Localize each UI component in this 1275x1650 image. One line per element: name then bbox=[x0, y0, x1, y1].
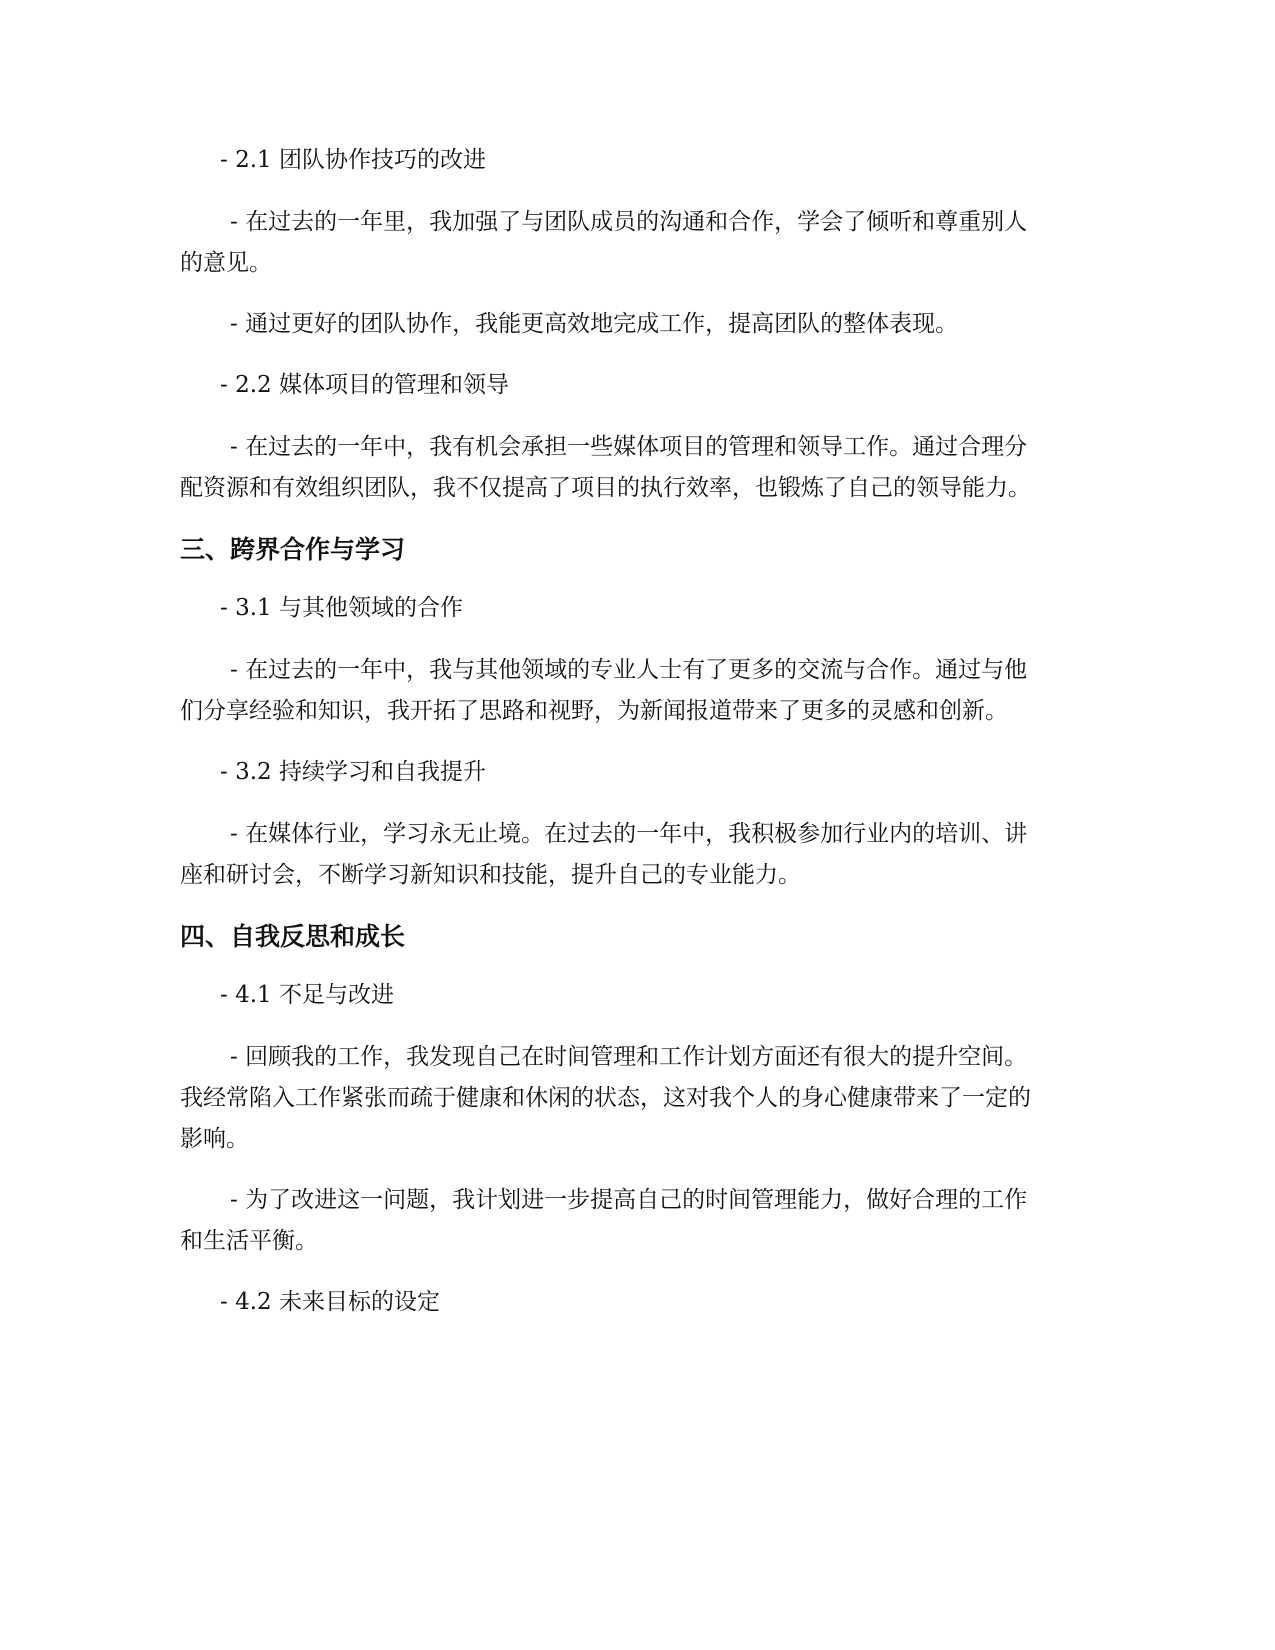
section-3-heading: 三、跨界合作与学习 bbox=[180, 535, 406, 564]
paragraph-teamwork-communication: - 在过去的一年里，我加强了与团队成员的沟通和合作，学会了倾听和尊重别人的意见。 bbox=[180, 209, 1028, 276]
paragraph-teamwork-efficiency: - 通过更好的团队协作，我能更高效地完成工作，提高团队的整体表现。 bbox=[230, 311, 959, 337]
paragraph-continuous-learning: - 在媒体行业，学习永无止境。在过去的一年中，我积极参加行业内的培训、讲座和研讨会，不断学习新知识和技能，提升自己的专业能力。 bbox=[180, 821, 1028, 888]
subsection-3-2-title: - 3.2 持续学习和自我提升 bbox=[220, 759, 486, 785]
paragraph-cross-field-cooperation: - 在过去的一年中，我与其他领域的专业人士有了更多的交流与合作。通过与他们分享经验和知识，我开拓了思路和视野，为新闻报道带来了更多的灵感和创新。 bbox=[180, 657, 1028, 724]
paragraph-improvement-plan: - 为了改进这一问题，我计划进一步提高自己的时间管理能力，做好合理的工作和生活平衡。 bbox=[180, 1187, 1028, 1254]
document-body bbox=[180, 140, 1040, 1344]
paragraph-project-leadership: - 在过去的一年中，我有机会承担一些媒体项目的管理和领导工作。通过合理分配资源和有效组织团队，我不仅提高了项目的执行效率，也锻炼了自己的领导能力。 bbox=[180, 434, 1031, 501]
subsection-4-1-title: - 4.1 不足与改进 bbox=[220, 982, 394, 1008]
subsection-3-1-title: - 3.1 与其他领域的合作 bbox=[220, 595, 463, 621]
subsection-4-2-title: - 4.2 未来目标的设定 bbox=[220, 1289, 440, 1315]
subsection-2-1-title: - 2.1 团队协作技巧的改进 bbox=[220, 147, 486, 173]
paragraph-shortcomings: - 回顾我的工作，我发现自己在时间管理和工作计划方面还有很大的提升空间。我经常陷入工作紧张而疏于健康和休闲的状态，这对我个人的身心健康带来了一定的影响。 bbox=[180, 1044, 1031, 1152]
section-4-heading: 四、自我反思和成长 bbox=[180, 922, 406, 951]
subsection-2-2-title: - 2.2 媒体项目的管理和领导 bbox=[220, 372, 509, 398]
